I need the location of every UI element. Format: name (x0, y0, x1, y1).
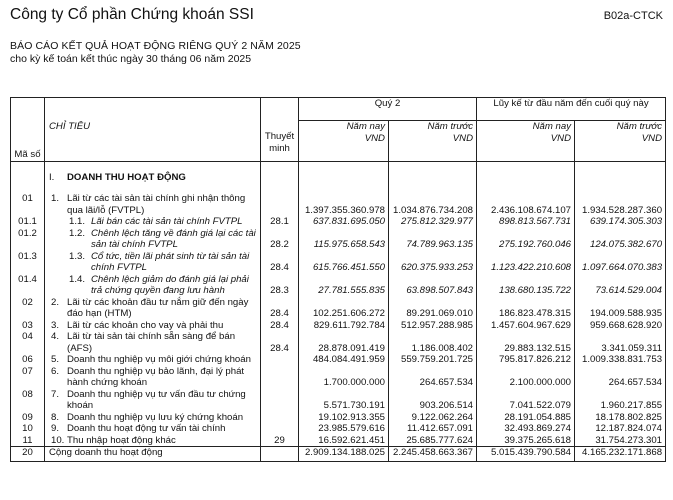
row-q2-nam-truoc: 903.206.514 (389, 389, 477, 412)
total-row (11, 447, 666, 462)
row-label: Lãi từ các tài sản tài chính ghi nhận thông qua lãi/lỗ (FVTPL) (67, 193, 246, 216)
row-q2-nam-truoc: 11.412.657.091 (389, 423, 477, 435)
row-lk-nam-truoc: 12.187.824.074 (575, 423, 666, 435)
row-thuyet-minh (261, 423, 299, 435)
row-number: 10. (51, 434, 65, 446)
total-ma: 20 (11, 447, 45, 462)
section-number: I. (49, 171, 55, 183)
table-row (11, 389, 666, 412)
row-q2-nam-truoc: 620.375.933.253 (389, 251, 477, 274)
row-q2-nam-nay: 829.611.792.784 (299, 320, 389, 332)
row-lk-nam-nay: 795.817.826.212 (477, 354, 575, 366)
header-ma-so: Mã số (11, 121, 45, 162)
row-lk-nam-truoc: 73.614.529.004 (575, 274, 666, 297)
row-label: Lãi từ các khoản cho vay và phải thu (67, 319, 224, 331)
header-quy2: Quý 2 (299, 98, 477, 121)
row-thuyet-minh: 28.4 (261, 320, 299, 332)
table-row (11, 251, 666, 274)
table-row (11, 216, 666, 228)
row-label: Lãi từ tài sản tài chính sẵn sàng để bán (AFS) (67, 331, 236, 354)
row-ma-so: 03 (11, 320, 45, 332)
row-label: Doanh thu nghiệp vụ môi giới chứng khoán (67, 354, 251, 365)
row-thuyet-minh: 29 (261, 435, 299, 447)
row-lk-nam-truoc: 264.657.534 (575, 366, 666, 389)
row-q2-nam-nay: 115.975.658.543 (299, 228, 389, 251)
row-lk-nam-nay: 2.100.000.000 (477, 366, 575, 389)
row-label: Chênh lệch tăng về đánh giá lại các tài sản tài chính FVTPL (91, 227, 256, 250)
row-number: 2. (51, 296, 60, 308)
row-number: 8. (51, 411, 60, 423)
row-number: 1.1. (69, 216, 86, 227)
report-period: cho kỳ kế toán kết thúc ngày 30 tháng 06 năm 2025 (10, 53, 252, 65)
total-v3: 5.015.439.790.584 (477, 447, 575, 462)
row-thuyet-minh: 28.4 (261, 331, 299, 354)
row-q2-nam-truoc: 74.789.963.135 (389, 228, 477, 251)
row-q2-nam-nay: 484.084.491.959 (299, 354, 389, 366)
row-ma-so: 02 (11, 297, 45, 320)
row-q2-nam-nay: 637.831.695.050 (299, 216, 389, 228)
income-statement-table (10, 97, 666, 462)
header-chi-tieu: CHỈ TIÊU (45, 121, 261, 162)
header-q2-nam-nay: Năm nay VND (299, 121, 389, 162)
row-lk-nam-truoc: 639.174.305.303 (575, 216, 666, 228)
row-number: 1. (51, 193, 60, 204)
row-ma-so: 01.2 (11, 228, 45, 251)
row-ma-so: 01.4 (11, 274, 45, 297)
row-q2-nam-truoc: 275.812.329.977 (389, 216, 477, 228)
table-row (11, 228, 666, 251)
table-row (11, 354, 666, 366)
row-q2-nam-nay: 615.766.451.550 (299, 251, 389, 274)
row-ma-so: 07 (11, 366, 45, 389)
row-ma-so: 06 (11, 354, 45, 366)
row-q2-nam-truoc: 559.759.201.725 (389, 354, 477, 366)
row-ma-so: 11 (11, 435, 45, 447)
row-lk-nam-nay: 29.883.132.515 (477, 331, 575, 354)
row-number: 7. (51, 388, 60, 400)
row-number: 6. (51, 365, 60, 377)
row-q2-nam-nay: 1.700.000.000 (299, 366, 389, 389)
row-number: 1.2. (69, 227, 86, 239)
row-q2-nam-truoc: 512.957.288.985 (389, 320, 477, 332)
row-q2-nam-truoc: 264.657.534 (389, 366, 477, 389)
row-q2-nam-nay: 27.781.555.835 (299, 274, 389, 297)
row-label: Doanh thu nghiệp vụ lưu ký chứng khoán (67, 411, 244, 423)
section-row (11, 172, 666, 184)
row-lk-nam-truoc: 3.341.059.311 (575, 331, 666, 354)
row-lk-nam-nay: 186.823.478.315 (477, 297, 575, 320)
row-ma-so: 01.3 (11, 251, 45, 274)
row-q2-nam-nay: 5.571.730.191 (299, 389, 389, 412)
row-thuyet-minh (261, 193, 299, 216)
row-ma-so: 09 (11, 412, 45, 424)
row-label: Doanh thu nghiệp vụ tư vấn đầu tư chứng khoán (67, 388, 246, 411)
row-lk-nam-nay: 1.457.604.967.629 (477, 320, 575, 332)
row-label: Lãi từ các khoản đầu tư nắm giữ đến ngày đáo hạn (HTM) (67, 296, 249, 319)
row-lk-nam-truoc: 1.960.217.855 (575, 389, 666, 412)
row-ma-so: 10 (11, 423, 45, 435)
table-row (11, 297, 666, 320)
row-q2-nam-truoc: 1.186.008.402 (389, 331, 477, 354)
row-ma-so: 04 (11, 331, 45, 354)
table-row (11, 435, 666, 447)
row-lk-nam-nay: 138.680.135.722 (477, 274, 575, 297)
row-thuyet-minh: 28.4 (261, 297, 299, 320)
row-lk-nam-truoc: 959.668.628.920 (575, 320, 666, 332)
row-lk-nam-nay: 28.191.054.885 (477, 412, 575, 424)
row-lk-nam-truoc: 194.009.588.935 (575, 297, 666, 320)
row-thuyet-minh: 28.4 (261, 251, 299, 274)
row-ma-so: 01.1 (11, 216, 45, 228)
row-ma-so: 01 (11, 193, 45, 216)
row-lk-nam-nay: 39.375.265.618 (477, 435, 575, 447)
row-thuyet-minh: 28.2 (261, 228, 299, 251)
row-thuyet-minh (261, 354, 299, 366)
row-lk-nam-nay: 275.192.760.046 (477, 228, 575, 251)
row-lk-nam-truoc: 1.009.338.831.753 (575, 354, 666, 366)
row-thuyet-minh: 28.3 (261, 274, 299, 297)
row-thuyet-minh (261, 412, 299, 424)
row-lk-nam-truoc: 18.178.802.825 (575, 412, 666, 424)
row-label: Cổ tức, tiền lãi phát sinh từ tài sản tài chính FVTPL (91, 250, 250, 273)
row-lk-nam-nay: 2.436.108.674.107 (477, 193, 575, 216)
header-q2-nam-truoc: Năm trước VND (389, 121, 477, 162)
table-row (11, 274, 666, 297)
row-lk-nam-nay: 898.813.567.731 (477, 216, 575, 228)
row-label: Chênh lệch giảm do đánh giá lại phải trả chứng quyền đang lưu hành (91, 273, 249, 296)
form-code: B02a-CTCK (603, 10, 663, 22)
row-number: 5. (51, 354, 60, 365)
row-thuyet-minh (261, 389, 299, 412)
table-row (11, 331, 666, 354)
row-q2-nam-truoc: 63.898.507.843 (389, 274, 477, 297)
table-row (11, 423, 666, 435)
row-q2-nam-truoc: 9.122.062.264 (389, 412, 477, 424)
row-q2-nam-nay: 102.251.606.272 (299, 297, 389, 320)
report-title: BÁO CÁO KẾT QUẢ HOẠT ĐỘNG RIÊNG QUÝ 2 NĂM 2025 (10, 40, 301, 52)
row-q2-nam-truoc: 1.034.876.734.208 (389, 193, 477, 216)
total-v1: 2.909.134.188.025 (299, 447, 389, 462)
row-q2-nam-nay: 16.592.621.451 (299, 435, 389, 447)
row-lk-nam-nay: 1.123.422.210.608 (477, 251, 575, 274)
row-lk-nam-truoc: 31.754.273.301 (575, 435, 666, 447)
total-v2: 2.245.458.663.367 (389, 447, 477, 462)
total-v4: 4.165.232.171.868 (575, 447, 666, 462)
row-thuyet-minh (261, 366, 299, 389)
table-row (11, 193, 666, 216)
row-number: 1.4. (69, 273, 86, 285)
row-number: 3. (51, 319, 60, 331)
row-lk-nam-truoc: 1.934.528.287.360 (575, 193, 666, 216)
row-label: Thu nhập hoạt động khác (67, 434, 176, 446)
row-label: Doanh thu hoạt động tư vấn tài chính (67, 423, 226, 434)
row-thuyet-minh: 28.1 (261, 216, 299, 228)
table-row (11, 366, 666, 389)
row-q2-nam-nay: 1.397.355.360.978 (299, 193, 389, 216)
row-q2-nam-truoc: 89.291.069.010 (389, 297, 477, 320)
table-row (11, 412, 666, 424)
header-lk-nam-nay: Năm nay VND (477, 121, 575, 162)
row-q2-nam-nay: 19.102.913.355 (299, 412, 389, 424)
row-lk-nam-nay: 7.041.522.079 (477, 389, 575, 412)
header-thuyet-minh: Thuyết minh (261, 121, 299, 162)
row-q2-nam-nay: 23.985.579.616 (299, 423, 389, 435)
row-number: 1.3. (69, 250, 86, 262)
row-q2-nam-nay: 28.878.091.419 (299, 331, 389, 354)
total-label: Cộng doanh thu hoạt động (45, 447, 261, 462)
row-lk-nam-nay: 32.493.869.274 (477, 423, 575, 435)
row-lk-nam-truoc: 1.097.664.070.383 (575, 251, 666, 274)
row-lk-nam-truoc: 124.075.382.670 (575, 228, 666, 251)
row-number: 9. (51, 423, 60, 434)
header-luy-ke: Lũy kế từ đầu năm đến cuối quý này (477, 98, 666, 121)
row-label: Lãi bán các tài sản tài chính FVTPL (91, 216, 243, 227)
company-name: Công ty Cổ phần Chứng khoán SSI (10, 6, 254, 23)
row-label: Doanh thu nghiệp vụ bảo lãnh, đại lý phát hành chứng khoán (67, 365, 245, 388)
row-number: 4. (51, 331, 60, 342)
row-ma-so: 08 (11, 389, 45, 412)
table-row (11, 320, 666, 332)
row-q2-nam-truoc: 25.685.777.624 (389, 435, 477, 447)
section-title: DOANH THU HOẠT ĐỘNG (67, 171, 186, 183)
header-lk-nam-truoc: Năm trước VND (575, 121, 666, 162)
